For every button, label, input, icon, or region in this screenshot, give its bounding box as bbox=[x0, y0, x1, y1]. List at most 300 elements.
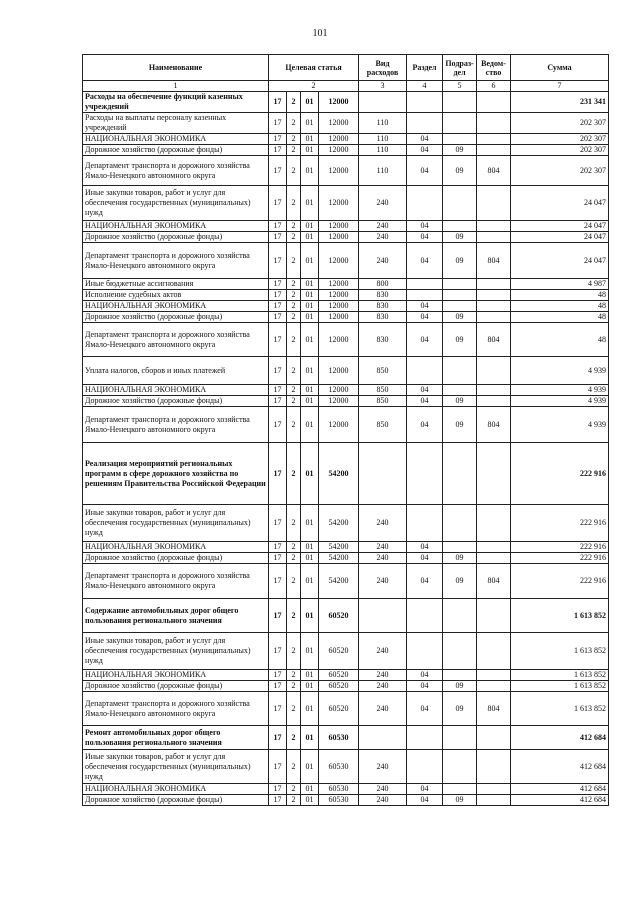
section-code: 04 bbox=[407, 396, 443, 407]
row-sum: 222 916 bbox=[511, 553, 609, 564]
header-row bbox=[83, 55, 609, 81]
section-code: 04 bbox=[407, 145, 443, 156]
target-code-subprogram: 2 bbox=[287, 134, 301, 145]
target-code-event: 01 bbox=[301, 692, 319, 726]
target-code-program: 17 bbox=[269, 542, 287, 553]
target-code-event: 01 bbox=[301, 670, 319, 681]
row-sum: 48 bbox=[511, 323, 609, 357]
row-sum: 48 bbox=[511, 301, 609, 312]
section-code bbox=[407, 92, 443, 113]
section-code bbox=[407, 290, 443, 301]
table-row bbox=[83, 186, 609, 221]
subsection-code bbox=[443, 186, 477, 221]
section-code: 04 bbox=[407, 692, 443, 726]
target-code-direction: 12000 bbox=[319, 385, 359, 396]
target-code-event: 01 bbox=[301, 243, 319, 279]
expense-type-code: 240 bbox=[359, 681, 407, 692]
row-sum: 1 613 852 bbox=[511, 633, 609, 670]
target-code-program: 17 bbox=[269, 670, 287, 681]
section-code bbox=[407, 443, 443, 505]
target-code-event: 01 bbox=[301, 279, 319, 290]
target-code-event: 01 bbox=[301, 633, 319, 670]
target-code-event: 01 bbox=[301, 290, 319, 301]
target-code-event: 01 bbox=[301, 186, 319, 221]
target-code-program: 17 bbox=[269, 385, 287, 396]
expense-type-code: 240 bbox=[359, 795, 407, 806]
section-code: 04 bbox=[407, 156, 443, 186]
target-code-direction: 12000 bbox=[319, 279, 359, 290]
expense-type-code bbox=[359, 92, 407, 113]
expense-type-code: 830 bbox=[359, 301, 407, 312]
target-code-event: 01 bbox=[301, 134, 319, 145]
expense-type-code: 830 bbox=[359, 290, 407, 301]
section-code: 04 bbox=[407, 542, 443, 553]
target-code-program: 17 bbox=[269, 134, 287, 145]
row-name: Содержание автомобильных дорог общего пользования регионального значения bbox=[83, 599, 269, 633]
target-code-direction: 12000 bbox=[319, 243, 359, 279]
target-code-program: 17 bbox=[269, 221, 287, 232]
target-code-direction: 12000 bbox=[319, 290, 359, 301]
row-sum: 1 613 852 bbox=[511, 670, 609, 681]
subsection-code bbox=[443, 301, 477, 312]
row-sum: 4 939 bbox=[511, 407, 609, 443]
target-code-direction: 60530 bbox=[319, 795, 359, 806]
subsection-code bbox=[443, 92, 477, 113]
row-name: Исполнение судебных актов bbox=[83, 290, 269, 301]
table-row bbox=[83, 290, 609, 301]
table-row bbox=[83, 681, 609, 692]
row-name: Дорожное хозяйство (дорожные фонды) bbox=[83, 232, 269, 243]
target-code-subprogram: 2 bbox=[287, 92, 301, 113]
row-name: Иные закупки товаров, работ и услуг для обеспечения государственных (муниципальных) нужд bbox=[83, 186, 269, 221]
table-row bbox=[83, 312, 609, 323]
target-code-subprogram: 2 bbox=[287, 396, 301, 407]
row-name: Дорожное хозяйство (дорожные фонды) bbox=[83, 795, 269, 806]
row-name: Департамент транспорта и дорожного хозяйства Ямало-Ненецкого автономного округа bbox=[83, 692, 269, 726]
target-code-direction: 12000 bbox=[319, 323, 359, 357]
header-sum: Сумма bbox=[511, 55, 609, 81]
target-code-subprogram: 2 bbox=[287, 279, 301, 290]
department-code bbox=[477, 396, 511, 407]
department-code: 804 bbox=[477, 407, 511, 443]
target-code-event: 01 bbox=[301, 505, 319, 542]
target-code-program: 17 bbox=[269, 232, 287, 243]
target-code-program: 17 bbox=[269, 407, 287, 443]
row-sum: 1 613 852 bbox=[511, 681, 609, 692]
expense-type-code bbox=[359, 599, 407, 633]
row-sum: 202 307 bbox=[511, 145, 609, 156]
target-code-subprogram: 2 bbox=[287, 795, 301, 806]
table-row bbox=[83, 633, 609, 670]
row-name: НАЦИОНАЛЬНАЯ ЭКОНОМИКА bbox=[83, 221, 269, 232]
target-code-direction: 12000 bbox=[319, 232, 359, 243]
table-row bbox=[83, 134, 609, 145]
subsection-code bbox=[443, 599, 477, 633]
target-code-direction: 12000 bbox=[319, 186, 359, 221]
subsection-code bbox=[443, 542, 477, 553]
row-name: Иные бюджетные ассигнования bbox=[83, 279, 269, 290]
expense-type-code: 240 bbox=[359, 542, 407, 553]
target-code-event: 01 bbox=[301, 221, 319, 232]
row-name: Реализация мероприятий региональных программ в сфере дорожного хозяйства по решениям Правительства Российской Федерации bbox=[83, 443, 269, 505]
department-code bbox=[477, 633, 511, 670]
target-code-event: 01 bbox=[301, 113, 319, 134]
subsection-code: 09 bbox=[443, 232, 477, 243]
table-row bbox=[83, 599, 609, 633]
target-code-subprogram: 2 bbox=[287, 670, 301, 681]
expense-type-code: 240 bbox=[359, 784, 407, 795]
subsection-code: 09 bbox=[443, 156, 477, 186]
subsection-code: 09 bbox=[443, 407, 477, 443]
target-code-event: 01 bbox=[301, 553, 319, 564]
row-sum: 24 047 bbox=[511, 243, 609, 279]
header-department: Ведом-ство bbox=[477, 55, 511, 81]
target-code-program: 17 bbox=[269, 553, 287, 564]
department-code bbox=[477, 232, 511, 243]
row-name: НАЦИОНАЛЬНАЯ ЭКОНОМИКА bbox=[83, 670, 269, 681]
page-number: 101 bbox=[312, 28, 328, 39]
target-code-program: 17 bbox=[269, 156, 287, 186]
table-row bbox=[83, 156, 609, 186]
department-code bbox=[477, 670, 511, 681]
budget-table bbox=[82, 54, 609, 806]
department-code bbox=[477, 357, 511, 385]
department-code bbox=[477, 145, 511, 156]
target-code-program: 17 bbox=[269, 784, 287, 795]
table-row bbox=[83, 564, 609, 599]
table-row bbox=[83, 232, 609, 243]
header-name: Наименование bbox=[83, 55, 269, 81]
row-name: Департамент транспорта и дорожного хозяйства Ямало-Ненецкого автономного округа bbox=[83, 243, 269, 279]
target-code-direction: 12000 bbox=[319, 134, 359, 145]
subsection-code bbox=[443, 784, 477, 795]
expense-type-code: 240 bbox=[359, 232, 407, 243]
target-code-event: 01 bbox=[301, 312, 319, 323]
expense-type-code: 240 bbox=[359, 670, 407, 681]
table-row bbox=[83, 301, 609, 312]
target-code-event: 01 bbox=[301, 323, 319, 357]
department-code bbox=[477, 599, 511, 633]
target-code-event: 01 bbox=[301, 396, 319, 407]
department-code bbox=[477, 681, 511, 692]
section-code: 04 bbox=[407, 784, 443, 795]
table-row bbox=[83, 113, 609, 134]
target-code-event: 01 bbox=[301, 357, 319, 385]
row-sum: 24 047 bbox=[511, 232, 609, 243]
target-code-program: 17 bbox=[269, 564, 287, 599]
target-code-subprogram: 2 bbox=[287, 290, 301, 301]
target-code-direction: 60520 bbox=[319, 692, 359, 726]
target-code-event: 01 bbox=[301, 564, 319, 599]
subsection-code bbox=[443, 726, 477, 750]
department-code bbox=[477, 553, 511, 564]
department-code bbox=[477, 279, 511, 290]
target-code-event: 01 bbox=[301, 599, 319, 633]
expense-type-code: 110 bbox=[359, 156, 407, 186]
expense-type-code: 800 bbox=[359, 279, 407, 290]
target-code-subprogram: 2 bbox=[287, 599, 301, 633]
table-row bbox=[83, 750, 609, 784]
target-code-direction: 60530 bbox=[319, 726, 359, 750]
subsection-code bbox=[443, 134, 477, 145]
row-name: Расходы на выплаты персоналу казенных учреждений bbox=[83, 113, 269, 134]
column-number: 6 bbox=[477, 81, 511, 92]
target-code-event: 01 bbox=[301, 156, 319, 186]
target-code-direction: 60520 bbox=[319, 633, 359, 670]
row-sum: 412 684 bbox=[511, 750, 609, 784]
target-code-program: 17 bbox=[269, 681, 287, 692]
target-code-direction: 12000 bbox=[319, 357, 359, 385]
target-code-program: 17 bbox=[269, 92, 287, 113]
subsection-code: 09 bbox=[443, 396, 477, 407]
row-name: Дорожное хозяйство (дорожные фонды) bbox=[83, 312, 269, 323]
subsection-code bbox=[443, 670, 477, 681]
expense-type-code: 240 bbox=[359, 221, 407, 232]
row-name: Департамент транспорта и дорожного хозяйства Ямало-Ненецкого автономного округа bbox=[83, 156, 269, 186]
column-number: 3 bbox=[359, 81, 407, 92]
row-sum: 4 939 bbox=[511, 385, 609, 396]
target-code-program: 17 bbox=[269, 505, 287, 542]
target-code-direction: 12000 bbox=[319, 396, 359, 407]
row-sum: 24 047 bbox=[511, 186, 609, 221]
row-sum: 222 916 bbox=[511, 505, 609, 542]
subsection-code: 09 bbox=[443, 681, 477, 692]
subsection-code bbox=[443, 279, 477, 290]
department-code bbox=[477, 750, 511, 784]
expense-type-code: 850 bbox=[359, 385, 407, 396]
row-name: Ремонт автомобильных дорог общего пользования регионального значения bbox=[83, 726, 269, 750]
target-code-direction: 54200 bbox=[319, 553, 359, 564]
target-code-direction: 12000 bbox=[319, 145, 359, 156]
target-code-subprogram: 2 bbox=[287, 407, 301, 443]
section-code: 04 bbox=[407, 134, 443, 145]
target-code-program: 17 bbox=[269, 312, 287, 323]
row-name: Дорожное хозяйство (дорожные фонды) bbox=[83, 396, 269, 407]
row-sum: 202 307 bbox=[511, 113, 609, 134]
column-number: 7 bbox=[511, 81, 609, 92]
section-code bbox=[407, 505, 443, 542]
subsection-code bbox=[443, 750, 477, 784]
row-sum: 222 916 bbox=[511, 443, 609, 505]
table-row bbox=[83, 323, 609, 357]
subsection-code: 09 bbox=[443, 243, 477, 279]
subsection-code bbox=[443, 290, 477, 301]
target-code-direction: 60530 bbox=[319, 784, 359, 795]
table-row bbox=[83, 279, 609, 290]
subsection-code bbox=[443, 113, 477, 134]
expense-type-code: 240 bbox=[359, 564, 407, 599]
target-code-subprogram: 2 bbox=[287, 243, 301, 279]
subsection-code bbox=[443, 505, 477, 542]
target-code-program: 17 bbox=[269, 443, 287, 505]
department-code bbox=[477, 92, 511, 113]
subsection-code: 09 bbox=[443, 312, 477, 323]
target-code-event: 01 bbox=[301, 542, 319, 553]
row-name: НАЦИОНАЛЬНАЯ ЭКОНОМИКА bbox=[83, 301, 269, 312]
department-code bbox=[477, 290, 511, 301]
row-sum: 4 939 bbox=[511, 396, 609, 407]
section-code: 04 bbox=[407, 323, 443, 357]
subsection-code: 09 bbox=[443, 145, 477, 156]
target-code-program: 17 bbox=[269, 290, 287, 301]
department-code: 804 bbox=[477, 156, 511, 186]
expense-type-code bbox=[359, 726, 407, 750]
table-row bbox=[83, 407, 609, 443]
target-code-event: 01 bbox=[301, 92, 319, 113]
section-code: 04 bbox=[407, 385, 443, 396]
section-code: 04 bbox=[407, 553, 443, 564]
target-code-direction: 12000 bbox=[319, 407, 359, 443]
column-number: 5 bbox=[443, 81, 477, 92]
target-code-event: 01 bbox=[301, 145, 319, 156]
section-code: 04 bbox=[407, 232, 443, 243]
expense-type-code: 110 bbox=[359, 113, 407, 134]
section-code: 04 bbox=[407, 670, 443, 681]
target-code-subprogram: 2 bbox=[287, 681, 301, 692]
table-row bbox=[83, 92, 609, 113]
target-code-program: 17 bbox=[269, 243, 287, 279]
target-code-subprogram: 2 bbox=[287, 784, 301, 795]
target-code-program: 17 bbox=[269, 145, 287, 156]
department-code: 804 bbox=[477, 243, 511, 279]
subsection-code: 09 bbox=[443, 564, 477, 599]
expense-type-code: 240 bbox=[359, 186, 407, 221]
target-code-subprogram: 2 bbox=[287, 232, 301, 243]
department-code: 804 bbox=[477, 323, 511, 357]
department-code bbox=[477, 443, 511, 505]
department-code bbox=[477, 134, 511, 145]
row-name: Уплата налогов, сборов и иных платежей bbox=[83, 357, 269, 385]
target-code-event: 01 bbox=[301, 795, 319, 806]
row-name: Департамент транспорта и дорожного хозяйства Ямало-Ненецкого автономного округа bbox=[83, 323, 269, 357]
target-code-direction: 60520 bbox=[319, 670, 359, 681]
target-code-program: 17 bbox=[269, 186, 287, 221]
section-code: 04 bbox=[407, 221, 443, 232]
row-name: Иные закупки товаров, работ и услуг для обеспечения государственных (муниципальных) нужд bbox=[83, 750, 269, 784]
row-sum: 412 684 bbox=[511, 795, 609, 806]
target-code-program: 17 bbox=[269, 279, 287, 290]
section-code bbox=[407, 726, 443, 750]
target-code-direction: 12000 bbox=[319, 301, 359, 312]
department-code: 804 bbox=[477, 692, 511, 726]
target-code-subprogram: 2 bbox=[287, 186, 301, 221]
table-row bbox=[83, 243, 609, 279]
department-code bbox=[477, 726, 511, 750]
expense-type-code: 240 bbox=[359, 633, 407, 670]
target-code-program: 17 bbox=[269, 396, 287, 407]
target-code-event: 01 bbox=[301, 681, 319, 692]
expense-type-code: 110 bbox=[359, 145, 407, 156]
department-code bbox=[477, 221, 511, 232]
subsection-code: 09 bbox=[443, 692, 477, 726]
target-code-subprogram: 2 bbox=[287, 312, 301, 323]
target-code-event: 01 bbox=[301, 301, 319, 312]
row-sum: 412 684 bbox=[511, 784, 609, 795]
expense-type-code: 110 bbox=[359, 134, 407, 145]
expense-type-code: 240 bbox=[359, 692, 407, 726]
header-expense-type: Вид расходов bbox=[359, 55, 407, 81]
row-name: Департамент транспорта и дорожного хозяйства Ямало-Ненецкого автономного округа bbox=[83, 407, 269, 443]
section-code bbox=[407, 599, 443, 633]
subsection-code bbox=[443, 443, 477, 505]
target-code-subprogram: 2 bbox=[287, 505, 301, 542]
target-code-program: 17 bbox=[269, 726, 287, 750]
row-name: Департамент транспорта и дорожного хозяйства Ямало-Ненецкого автономного округа bbox=[83, 564, 269, 599]
department-code bbox=[477, 795, 511, 806]
row-sum: 202 307 bbox=[511, 134, 609, 145]
row-sum: 48 bbox=[511, 290, 609, 301]
row-sum: 1 613 852 bbox=[511, 692, 609, 726]
department-code bbox=[477, 385, 511, 396]
target-code-direction: 54200 bbox=[319, 505, 359, 542]
section-code bbox=[407, 750, 443, 784]
target-code-subprogram: 2 bbox=[287, 145, 301, 156]
target-code-event: 01 bbox=[301, 385, 319, 396]
subsection-code: 09 bbox=[443, 795, 477, 806]
header-target: Целевая статья bbox=[269, 55, 359, 81]
row-sum: 4 939 bbox=[511, 357, 609, 385]
subsection-code bbox=[443, 633, 477, 670]
target-code-program: 17 bbox=[269, 113, 287, 134]
target-code-subprogram: 2 bbox=[287, 443, 301, 505]
target-code-direction: 12000 bbox=[319, 156, 359, 186]
department-code bbox=[477, 113, 511, 134]
row-sum: 202 307 bbox=[511, 156, 609, 186]
target-code-program: 17 bbox=[269, 301, 287, 312]
department-code bbox=[477, 312, 511, 323]
target-code-subprogram: 2 bbox=[287, 726, 301, 750]
target-code-subprogram: 2 bbox=[287, 301, 301, 312]
expense-type-code: 240 bbox=[359, 505, 407, 542]
expense-type-code: 240 bbox=[359, 243, 407, 279]
target-code-subprogram: 2 bbox=[287, 564, 301, 599]
row-sum: 222 916 bbox=[511, 564, 609, 599]
target-code-direction: 54200 bbox=[319, 564, 359, 599]
target-code-event: 01 bbox=[301, 784, 319, 795]
table-row bbox=[83, 726, 609, 750]
table-row bbox=[83, 692, 609, 726]
row-name: НАЦИОНАЛЬНАЯ ЭКОНОМИКА bbox=[83, 385, 269, 396]
target-code-subprogram: 2 bbox=[287, 750, 301, 784]
subsection-code: 09 bbox=[443, 553, 477, 564]
column-number: 4 bbox=[407, 81, 443, 92]
table-row bbox=[83, 542, 609, 553]
department-code bbox=[477, 542, 511, 553]
target-code-subprogram: 2 bbox=[287, 323, 301, 357]
table-row bbox=[83, 553, 609, 564]
section-code: 04 bbox=[407, 243, 443, 279]
target-code-subprogram: 2 bbox=[287, 221, 301, 232]
table-body bbox=[83, 92, 609, 806]
section-code bbox=[407, 279, 443, 290]
subsection-code bbox=[443, 385, 477, 396]
subsection-code bbox=[443, 221, 477, 232]
table-row bbox=[83, 385, 609, 396]
section-code: 04 bbox=[407, 407, 443, 443]
table-row bbox=[83, 145, 609, 156]
target-code-direction: 12000 bbox=[319, 113, 359, 134]
table-row bbox=[83, 396, 609, 407]
column-number-row bbox=[83, 81, 609, 92]
table-row bbox=[83, 221, 609, 232]
section-code: 04 bbox=[407, 795, 443, 806]
target-code-direction: 12000 bbox=[319, 221, 359, 232]
department-code bbox=[477, 186, 511, 221]
target-code-program: 17 bbox=[269, 633, 287, 670]
section-code bbox=[407, 357, 443, 385]
target-code-subprogram: 2 bbox=[287, 357, 301, 385]
section-code: 04 bbox=[407, 301, 443, 312]
